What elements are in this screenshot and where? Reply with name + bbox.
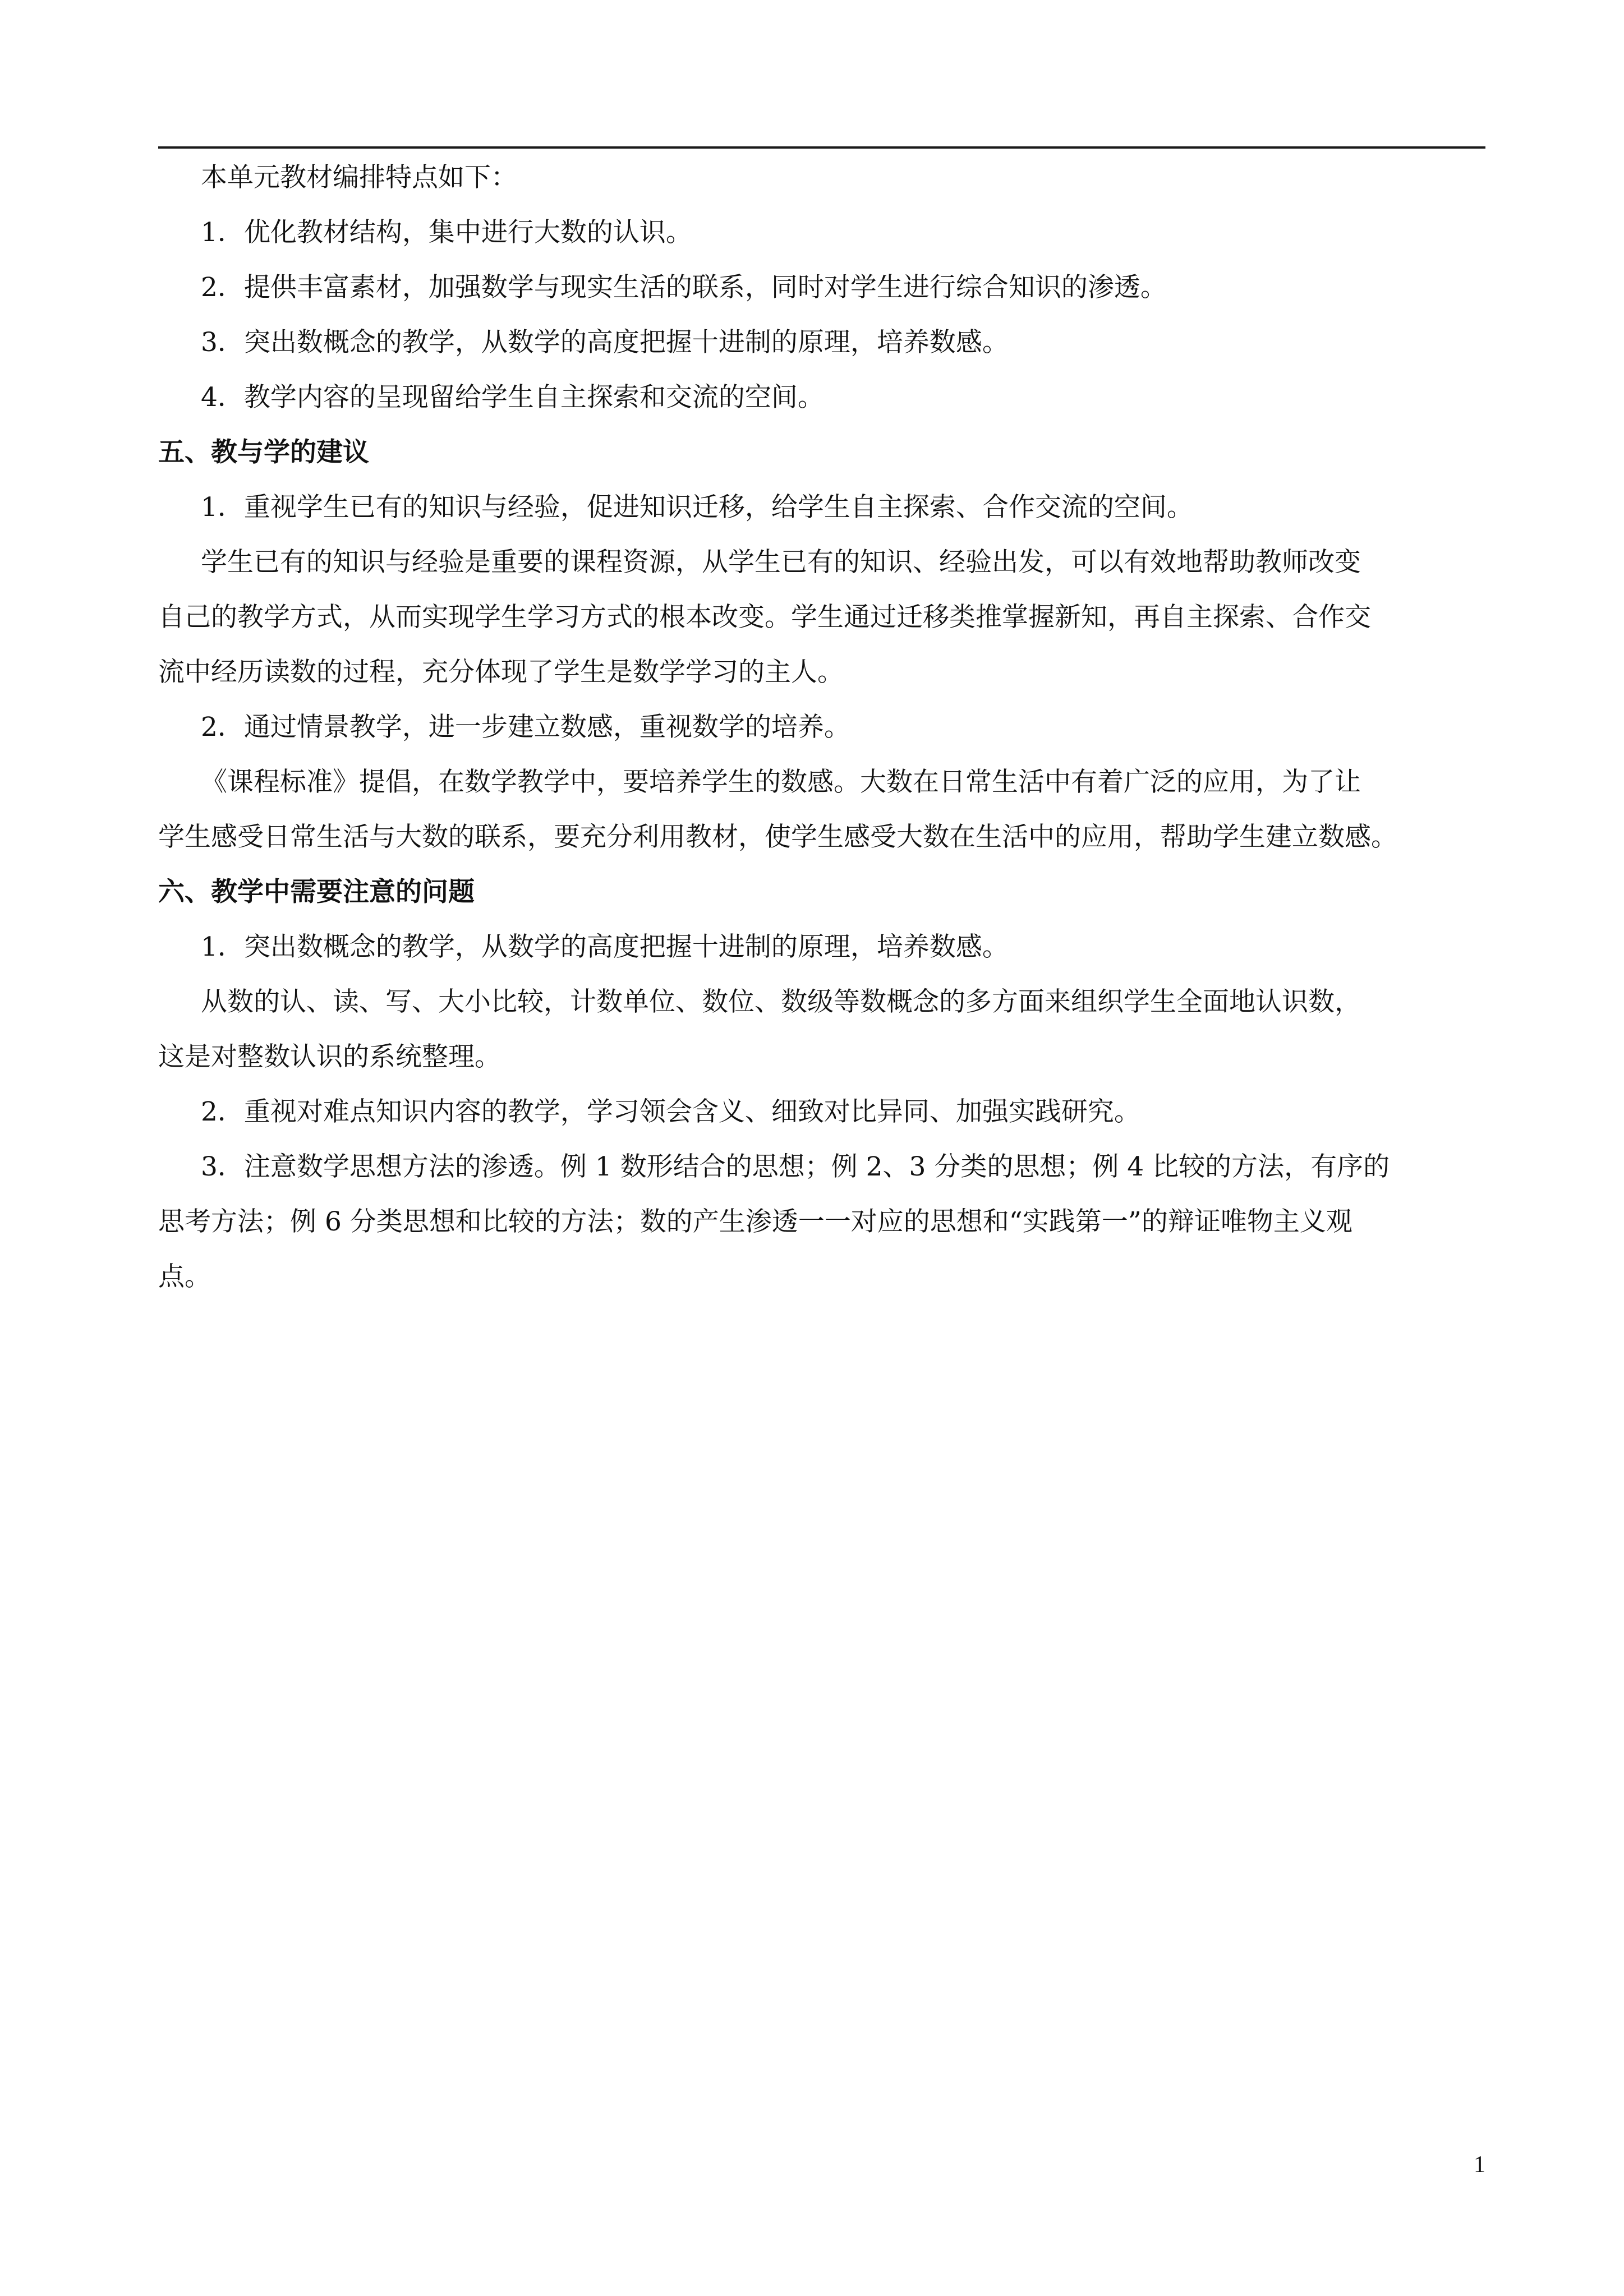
- section-5-item-1: 1．重视学生已有的知识与经验，促进知识迁移，给学生自主探索、合作交流的空间。: [201, 492, 1193, 523]
- section-5-paragraph-1-line-3: 流中经历读数的过程，充分体现了学生是数学学习的主人。: [158, 657, 844, 688]
- section-6-item-3-line-2: 思考方法；例 6 分类思想和比较的方法；数的产生渗透一一对应的思想和“实践第一”的辩证唯物主义观: [158, 1206, 1352, 1237]
- feature-item-4: 4．教学内容的呈现留给学生自主探索和交流的空间。: [201, 382, 824, 413]
- document-body: [158, 150, 1485, 1304]
- section-6-item-3-line-3: 点。: [158, 1261, 211, 1292]
- feature-item-1: 1．优化教材结构，集中进行大数的认识。: [201, 217, 692, 248]
- section-5-paragraph-2-line-1: 《课程标准》提倡，在数学教学中，要培养学生的数感。大数在日常生活中有着广泛的应用，为了让: [201, 767, 1361, 797]
- section-5-paragraph-2-line-2: 学生感受日常生活与大数的联系，要充分利用教材，使学生感受大数在生活中的应用，帮助学生建立数感。: [158, 822, 1397, 852]
- section-6-item-1: 1．突出数概念的教学，从数学的高度把握十进制的原理，培养数感。: [201, 932, 1009, 962]
- section-6-item-3-line-1: 3．注意数学思想方法的渗透。例 1 数形结合的思想；例 2、3 分类的思想；例 4 比较的方法，有序的: [201, 1151, 1390, 1182]
- feature-item-2: 2．提供丰富素材，加强数学与现实生活的联系，同时对学生进行综合知识的渗透。: [201, 272, 1167, 303]
- section-6-heading: 六、教学中需要注意的问题: [158, 877, 475, 907]
- section-5-paragraph-1-line-1: 学生已有的知识与经验是重要的课程资源，从学生已有的知识、经验出发，可以有效地帮助教师改变: [201, 547, 1361, 578]
- header-rule: [158, 146, 1485, 149]
- section-5-item-2: 2．通过情景教学，进一步建立数感，重视数学的培养。: [201, 712, 850, 743]
- section-5-paragraph-1-line-2: 自己的教学方式，从而实现学生学习方式的根本改变。学生通过迁移类推掌握新知，再自主探索、合作交: [158, 602, 1371, 633]
- page-number: 1: [1474, 2152, 1485, 2178]
- section-6-paragraph-1-line-1: 从数的认、读、写、大小比较，计数单位、数位、数级等数概念的多方面来组织学生全面地认识数，: [201, 986, 1361, 1017]
- intro-line: 本单元教材编排特点如下：: [201, 162, 517, 193]
- feature-item-3: 3．突出数概念的教学，从数学的高度把握十进制的原理，培养数感。: [201, 327, 1009, 358]
- section-6-item-2: 2．重视对难点知识内容的教学，学习领会含义、细致对比异同、加强实践研究。: [201, 1096, 1140, 1127]
- section-6-paragraph-1-line-2: 这是对整数认识的系统整理。: [158, 1041, 501, 1072]
- section-5-heading: 五、教与学的建议: [158, 437, 369, 468]
